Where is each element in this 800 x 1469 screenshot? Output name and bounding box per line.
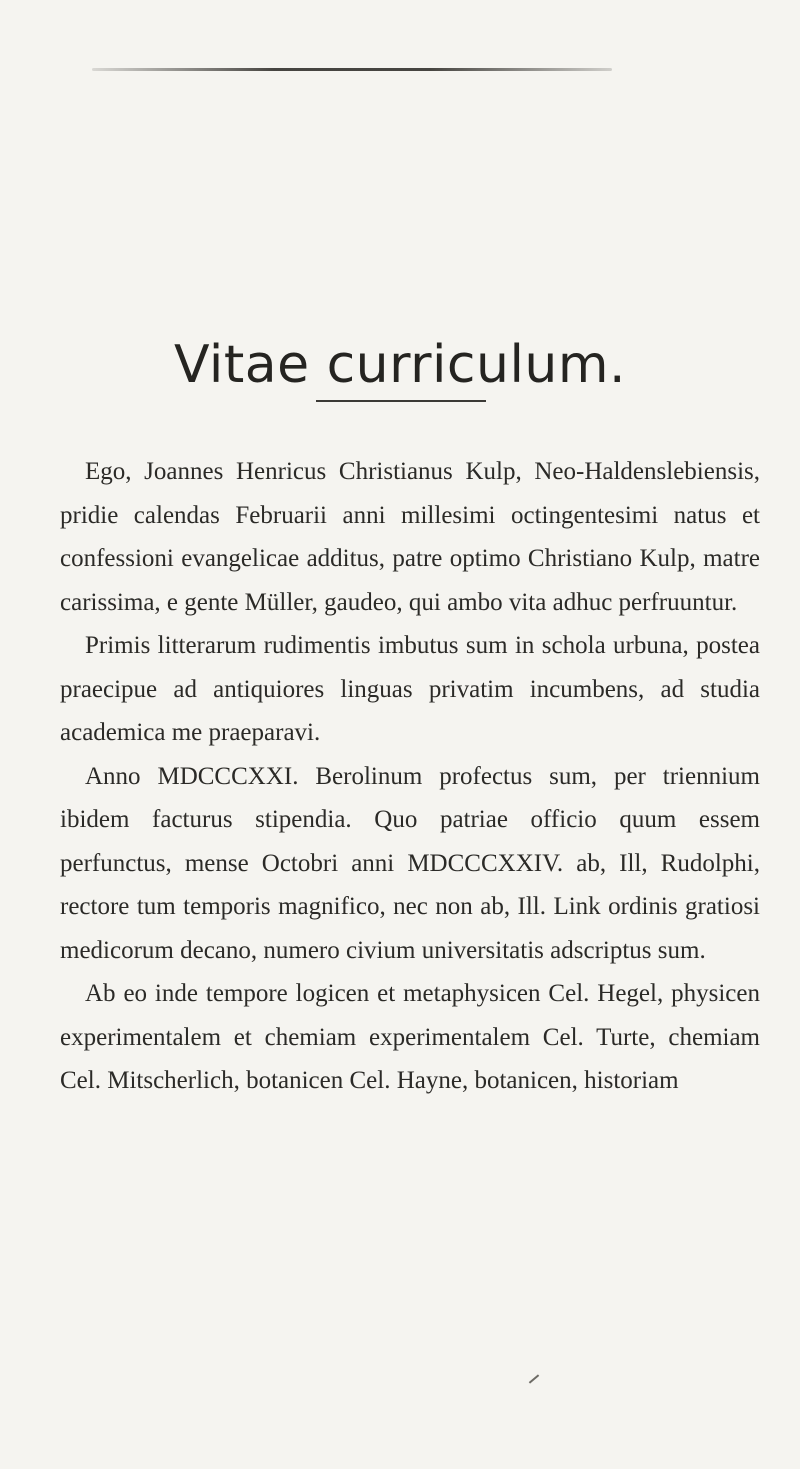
title-rule <box>316 400 486 402</box>
top-rule <box>92 68 612 71</box>
body-text <box>60 450 760 1103</box>
paragraph-4: Ab eo inde tempore logicen et metaphysicen Cel. Hegel, physicen experimentalem et chemiam experimentalem Cel. Turte, chemiam Cel. Mitscherlich, botanicen Cel. Hayne, botanicen, historiam <box>60 980 760 1094</box>
paragraph-3: Anno MDCCCXXI. Berolinum profectus sum, per triennium ibidem facturus stipendia. Quo patriae officio quum essem perfunctus, mense Octobri anni MDCCCXXIV. ab, Ill, Rudolphi, rectore tum temporis magnifico, nec non ab, Ill. Link ordinis gratiosi medicorum decano, numero civium universitatis adscriptus sum. <box>60 762 760 964</box>
scan-mark <box>529 1374 539 1383</box>
paragraph-1: Ego, Joannes Henricus Christianus Kulp, Neo-Haldenslebiensis, pridie calendas Februarii anni millesimi octingentesimi natus et confessioni evangelicae additus, patre optimo Christiano Kulp, matre carissima, e gente Müller, gaudeo, qui ambo vita adhuc perfruuntur. <box>60 458 760 616</box>
page-title: Vitae curriculum. <box>173 334 627 395</box>
paragraph-2: Primis litterarum rudimentis imbutus sum in schola urbuna, postea praecipue ad antiquiores linguas privatim incumbens, ad studia academica me praeparavi. <box>60 632 760 746</box>
